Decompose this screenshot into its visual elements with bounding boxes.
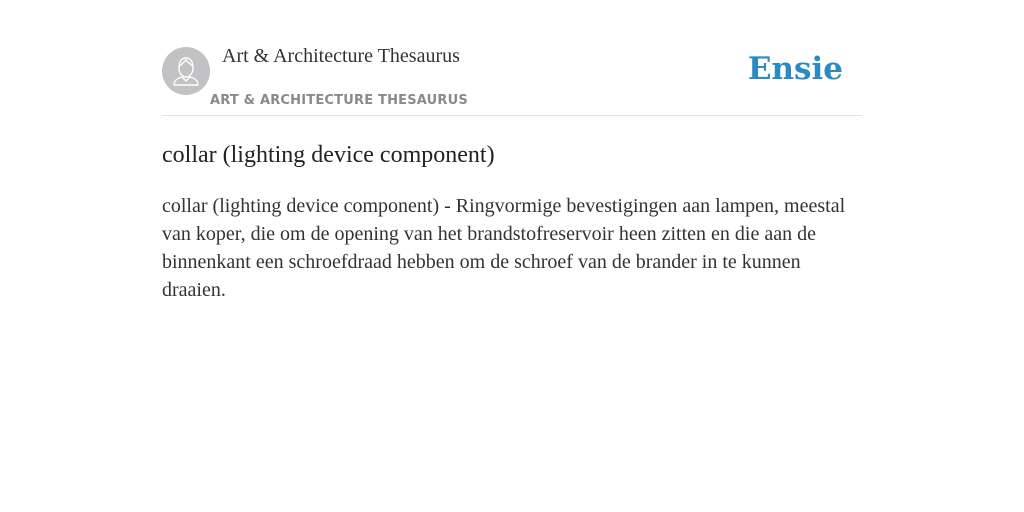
entry-header xyxy=(162,0,862,116)
ensie-logo[interactable]: Ensie xyxy=(747,51,843,87)
user-avatar-icon[interactable] xyxy=(162,47,210,95)
author-name-link[interactable]: Art & Architecture Thesaurus xyxy=(222,45,460,67)
entry-title: collar (lighting device component) xyxy=(162,142,495,168)
page-container xyxy=(162,0,862,301)
category-label: ART & ARCHITECTURE THESAURUS xyxy=(210,93,468,108)
entry-definition: collar (lighting device component) - Ringvormige bevestigingen aan lampen, meestal van koper, die om de opening van het brandstofreservoir heen zitten en die aan de binnenkant een schroefdraad hebben om de schroef van de brander in te kunnen draaien. xyxy=(162,195,846,301)
